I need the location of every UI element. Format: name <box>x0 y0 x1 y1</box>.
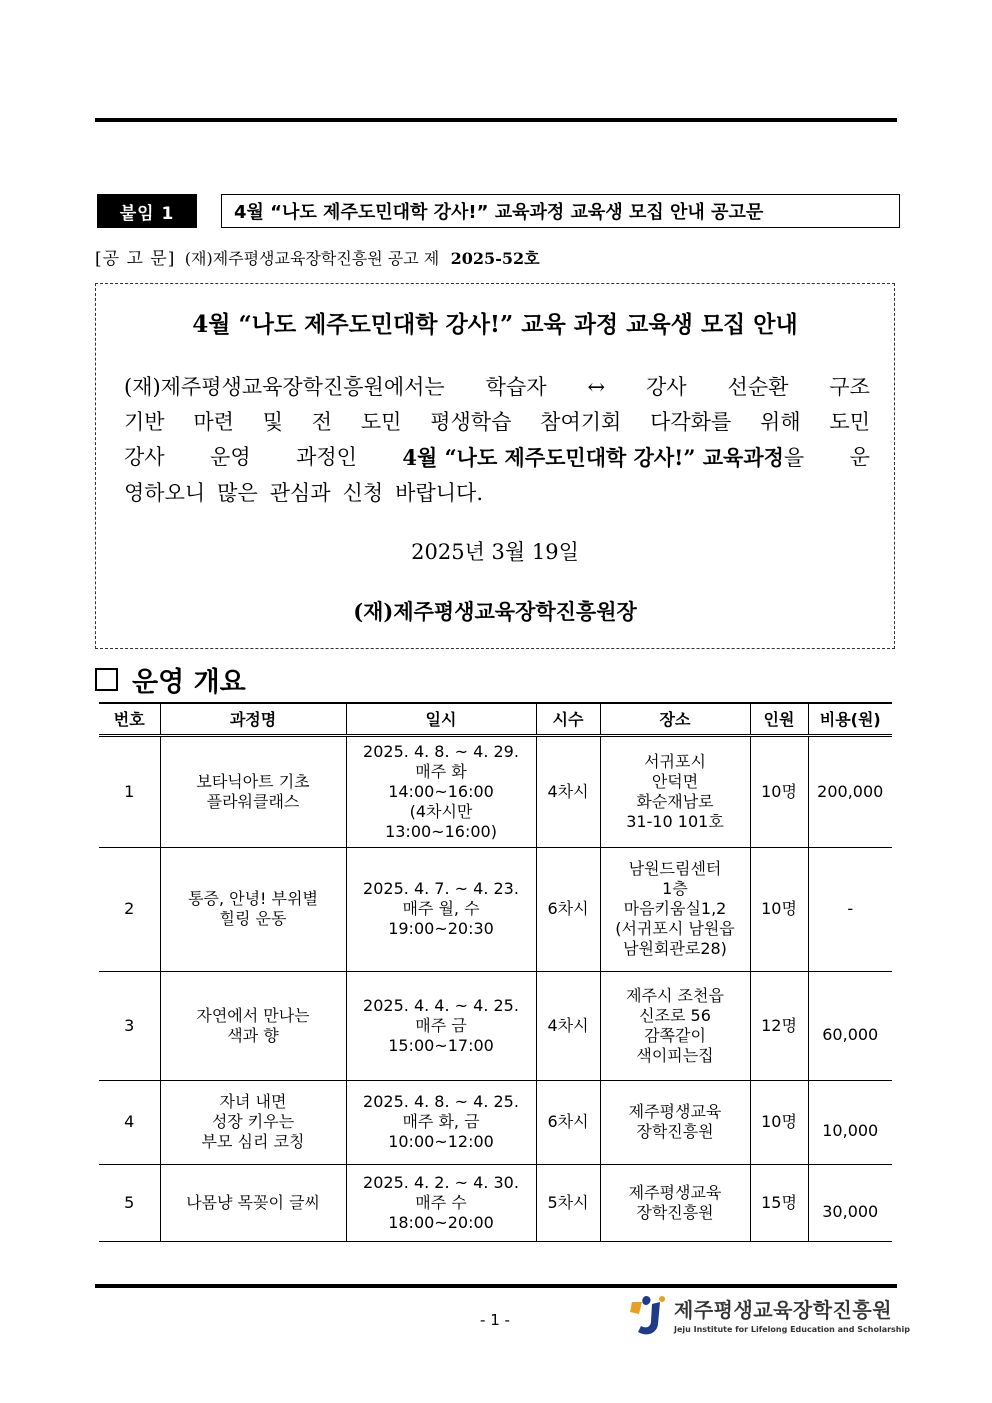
notice-box <box>95 283 895 649</box>
footer-logo-text <box>674 1294 910 1334</box>
cell-no: 4 <box>99 1080 160 1164</box>
cell-place: 서귀포시 안덕면 화순재남로 31-10 101호 <box>600 735 750 847</box>
body-word: 평생학습 <box>430 410 512 434</box>
body-line-4 <box>124 476 870 511</box>
notice-issuer-text: (재)제주평생교육장학진흥원 공고 제 <box>184 249 440 268</box>
notice-signer: (재)제주평생교육장학진흥원장 <box>353 599 637 624</box>
cell-place: 남원드림센터 1층 마음키움실1,2 (서귀포시 남원읍 남원회관로28) <box>600 847 750 971</box>
cell-course: 보타닉아트 기초 플라워클래스 <box>160 735 346 847</box>
body-word: 운영 <box>210 445 251 469</box>
cell-cost: - <box>808 847 892 971</box>
jeju-institute-logo-icon <box>628 1294 668 1338</box>
cell-people: 12명 <box>750 971 808 1080</box>
header-no: 번호 <box>99 703 160 735</box>
checkbox-square-icon <box>95 668 118 691</box>
body-word: 선순환 <box>727 375 789 399</box>
header-people: 인원 <box>750 703 808 735</box>
body-word: 위해 <box>760 410 801 434</box>
body-line-1 <box>124 370 870 405</box>
body-word: 많은 <box>217 481 258 505</box>
body-line-3 <box>124 440 870 476</box>
top-rule <box>95 118 897 122</box>
cell-course: 자녀 내면 성장 키우는 부모 심리 코칭 <box>160 1080 346 1164</box>
cell-schedule: 2025. 4. 7. ~ 4. 23. 매주 월, 수 19:00~20:30 <box>346 847 536 971</box>
attachment-title: 4월 “나도 제주도민대학 강사!” 교육과정 교육생 모집 안내 공고문 <box>221 194 900 228</box>
body-bold-phrase: 4월 “나도 제주도민대학 강사!” 교육과정 <box>402 445 784 470</box>
cell-schedule: 2025. 4. 2. ~ 4. 30. 매주 수 18:00~20:00 <box>346 1164 536 1241</box>
cell-place: 제주시 조천읍 신조로 56 감쪽같이 색이피는집 <box>600 971 750 1080</box>
body-word: 과정인 <box>296 445 357 469</box>
body-word: 운 <box>849 445 870 469</box>
cell-hours: 6차시 <box>536 847 600 971</box>
body-word: (재)제주평생교육장학진흥원에서는 <box>124 375 445 399</box>
cell-no: 3 <box>99 971 160 1080</box>
cell-schedule: 2025. 4. 8. ~ 4. 29. 매주 화 14:00~16:00 (4차시만 13:00~16:00) <box>346 735 536 847</box>
body-word: 영하오니 <box>124 481 206 505</box>
notice-label: [공 고 문] <box>95 249 176 269</box>
cell-people: 10명 <box>750 735 808 847</box>
notice-box-title: 4월 “나도 제주도민대학 강사!” 교육 과정 교육생 모집 안내 <box>192 311 798 338</box>
footer-org-name: 제주평생교육장학진흥원 <box>674 1298 893 1322</box>
section-title: 운영 개요 <box>132 667 246 698</box>
body-word: 도민 <box>829 410 870 434</box>
cell-course: 통증, 안녕! 부위별 힐링 운동 <box>160 847 346 971</box>
body-word: 바랍니다. <box>395 481 483 505</box>
header-cost: 비용(원) <box>808 703 892 735</box>
body-word: 전 <box>311 410 333 434</box>
notice-box-body <box>124 370 870 511</box>
cell-cost: 200,000 <box>808 735 892 847</box>
cell-cost: 10,000 <box>808 1080 892 1164</box>
overview-table <box>99 702 892 1242</box>
cell-hours: 4차시 <box>536 971 600 1080</box>
body-word: ↔ <box>587 375 606 399</box>
body-word: 신청 <box>342 481 384 505</box>
body-word: 기반 <box>124 410 165 434</box>
body-bold-phrase-wrap <box>402 440 804 476</box>
cell-people: 15명 <box>750 1164 808 1241</box>
body-word: 참여기회 <box>540 410 622 434</box>
body-particle: 을 <box>783 446 805 470</box>
cell-hours: 5차시 <box>536 1164 600 1241</box>
cell-schedule: 2025. 4. 8. ~ 4. 25. 매주 화, 금 10:00~12:00 <box>346 1080 536 1164</box>
attachment-badge: 붙임 1 <box>97 194 197 228</box>
cell-no: 1 <box>99 735 160 847</box>
body-word: 및 <box>262 410 284 434</box>
table-row <box>99 1080 892 1164</box>
body-word: 마련 <box>193 410 234 434</box>
notice-number: 2025-52호 <box>450 249 540 268</box>
cell-people: 10명 <box>750 847 808 971</box>
bottom-rule <box>95 1284 897 1288</box>
cell-course: 나몸냥 목꽂이 글씨 <box>160 1164 346 1241</box>
body-word: 구조 <box>829 375 870 399</box>
body-word: 다각화를 <box>650 410 732 434</box>
footer-logo <box>628 1294 910 1338</box>
table-row <box>99 847 892 971</box>
body-word: 관심과 <box>269 481 331 505</box>
table-row <box>99 971 892 1080</box>
body-word: 도민 <box>360 410 402 434</box>
cell-no: 2 <box>99 847 160 971</box>
cell-schedule: 2025. 4. 4. ~ 4. 25. 매주 금 15:00~17:00 <box>346 971 536 1080</box>
notice-line <box>95 244 540 269</box>
cell-cost: 60,000 <box>808 971 892 1080</box>
header-hours: 시수 <box>536 703 600 735</box>
notice-date: 2025년 3월 19일 <box>411 540 579 564</box>
section-heading <box>95 660 246 699</box>
body-word: 강사 <box>124 445 165 469</box>
header-course: 과정명 <box>160 703 346 735</box>
cell-place: 제주평생교육 장학진흥원 <box>600 1164 750 1241</box>
header-schedule: 일시 <box>346 703 536 735</box>
body-word: 학습자 <box>485 375 547 399</box>
footer-org-english: Jeju Institute for Lifelong Education and Scholarship <box>674 1325 910 1334</box>
table-header-row <box>99 703 892 735</box>
cell-cost: 30,000 <box>808 1164 892 1241</box>
table-row <box>99 735 892 847</box>
header-place: 장소 <box>600 703 750 735</box>
cell-place: 제주평생교육 장학진흥원 <box>600 1080 750 1164</box>
body-line-2 <box>124 405 870 440</box>
cell-people: 10명 <box>750 1080 808 1164</box>
cell-hours: 4차시 <box>536 735 600 847</box>
cell-course: 자연에서 만나는 색과 향 <box>160 971 346 1080</box>
page-number: - 1 - <box>480 1311 510 1329</box>
body-word: 강사 <box>646 375 687 399</box>
cell-no: 5 <box>99 1164 160 1241</box>
table-row <box>99 1164 892 1241</box>
cell-hours: 6차시 <box>536 1080 600 1164</box>
